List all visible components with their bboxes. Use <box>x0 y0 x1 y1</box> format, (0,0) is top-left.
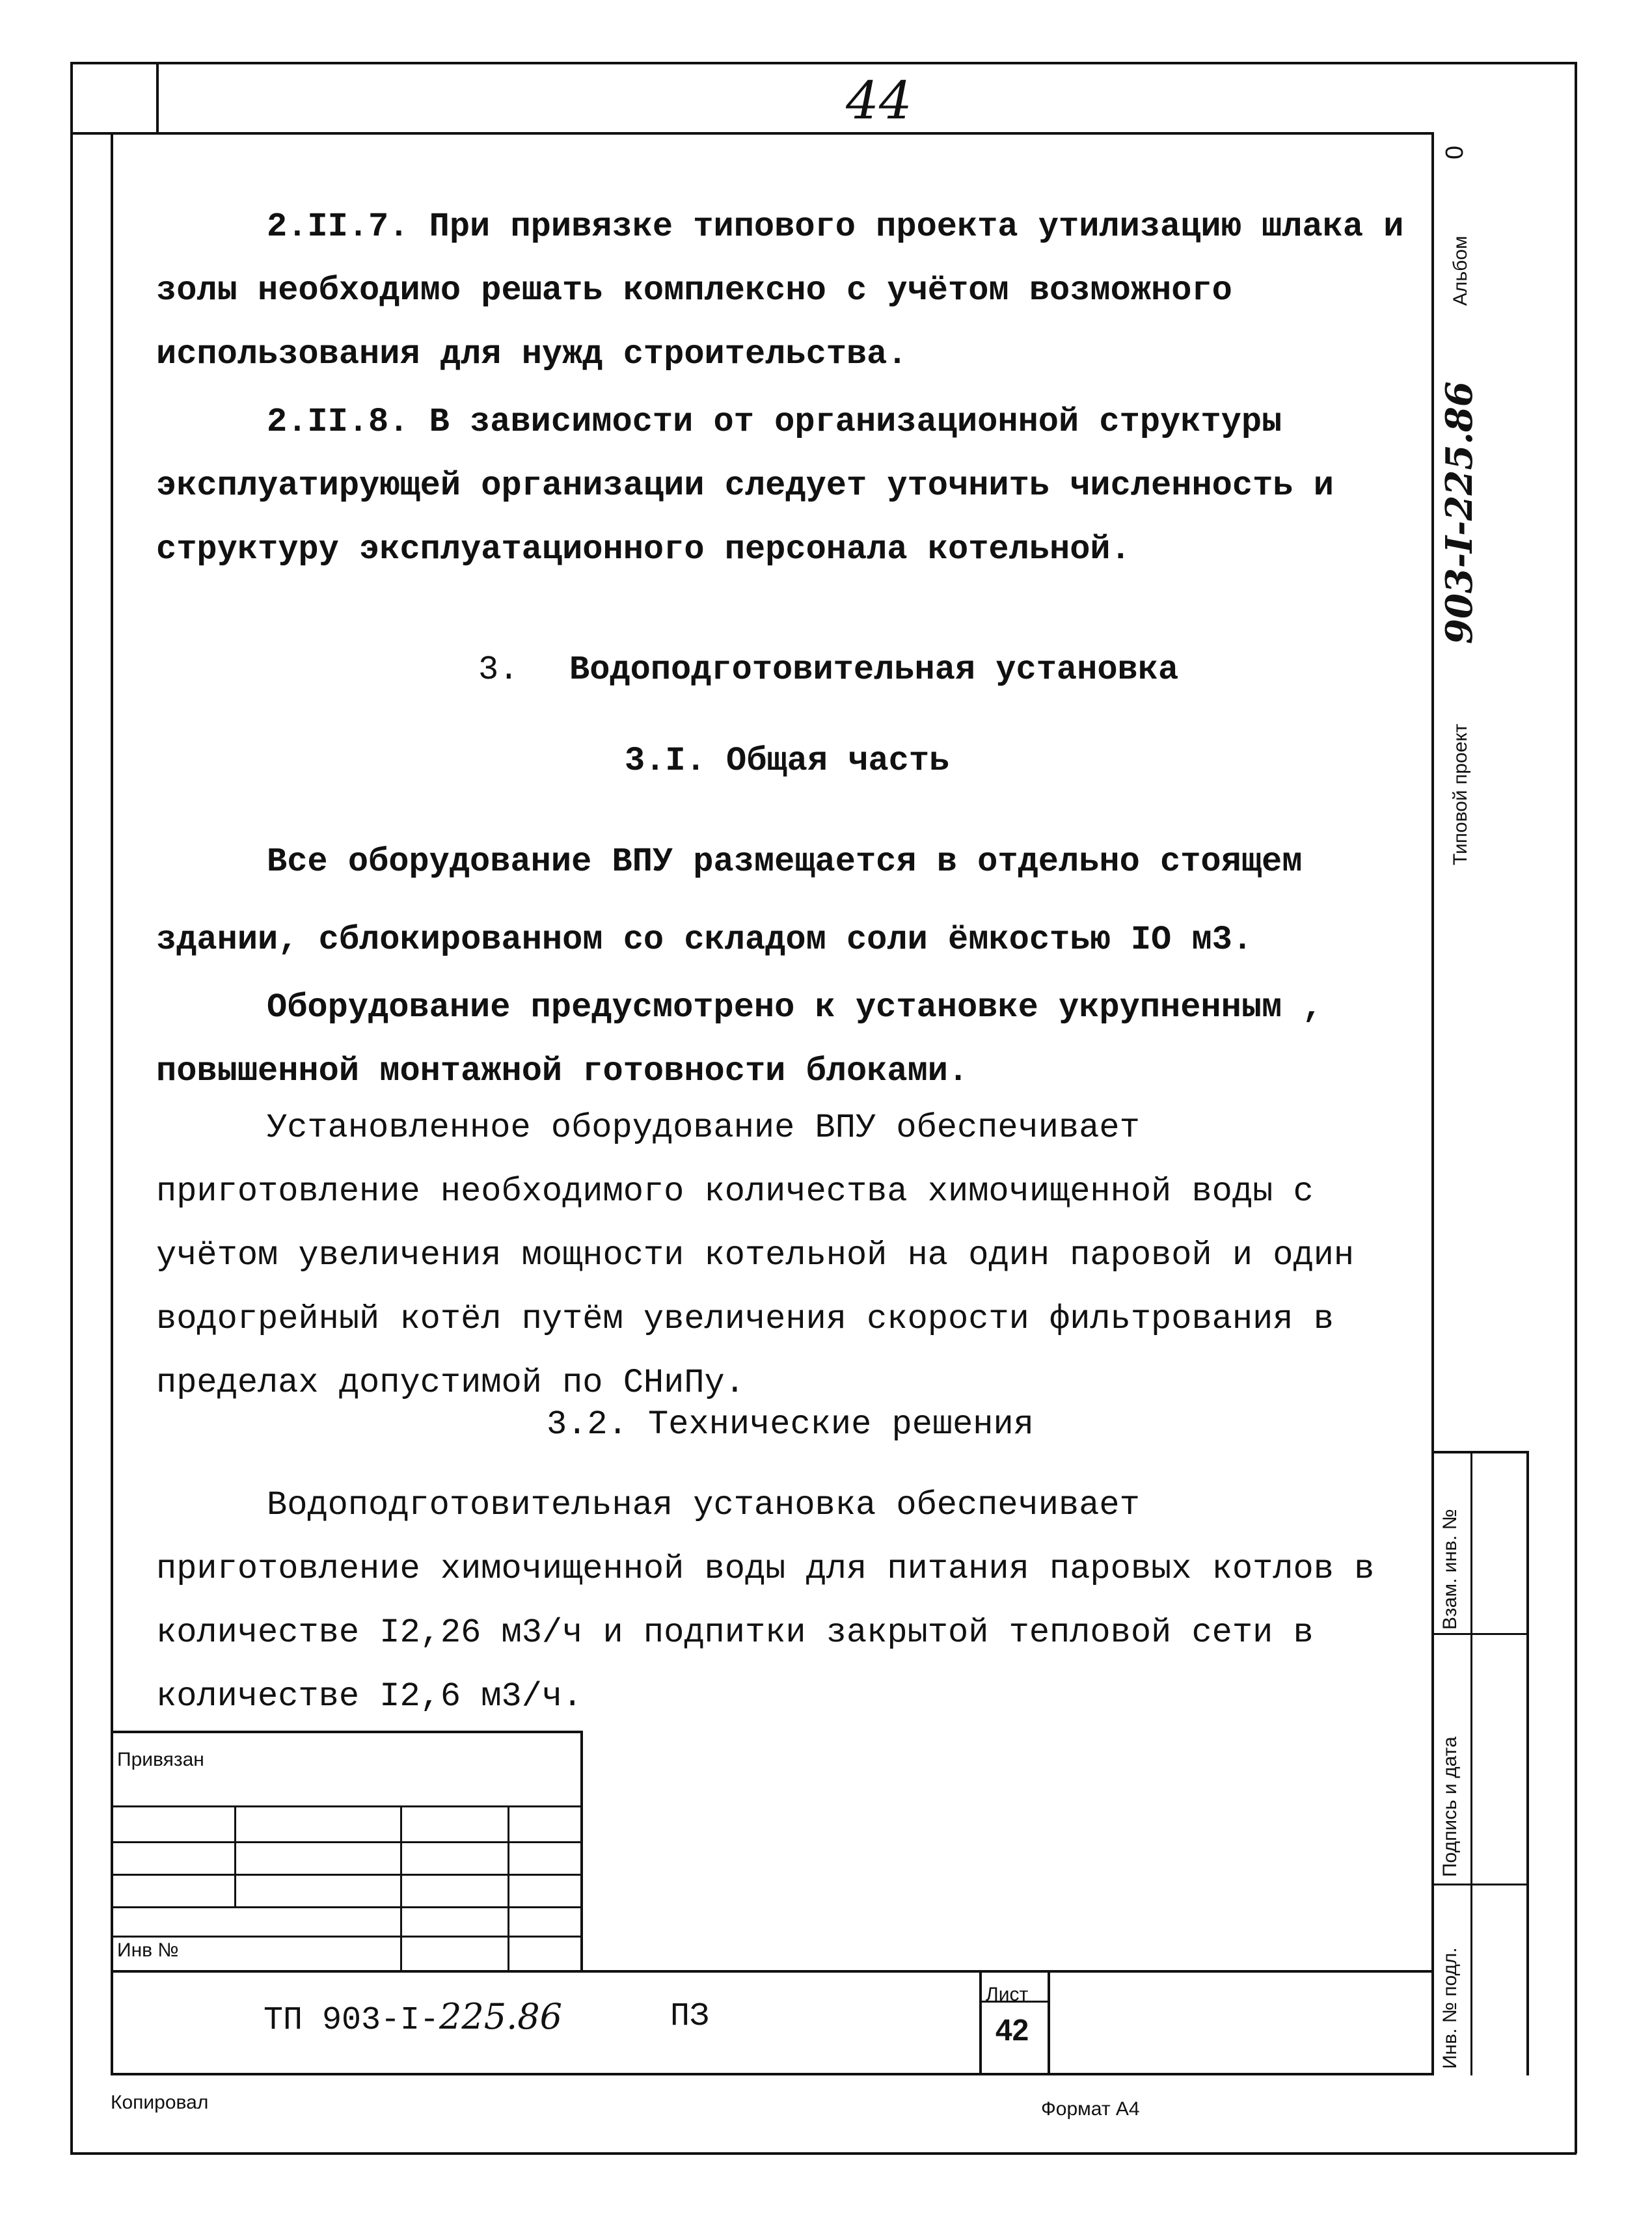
doc-code-handwritten: 225.86 <box>439 1996 562 2037</box>
copied-label: Копировал <box>111 2092 209 2113</box>
paragraph-2-11-8: 2.II.8. В зависимости от организационной структуры эксплуатирующей организации следует уточнить численность и структуру эксплуатационного персонала котельной. <box>156 403 1334 569</box>
section-3-title: Водоподготовительная установка <box>569 651 1179 689</box>
project-label: Типовой проект <box>1450 723 1471 865</box>
doc-code <box>264 1997 562 2040</box>
doc-code-prefix: ТП 903-I- <box>264 2002 440 2039</box>
paragraph-3-1-c: Установленное оборудование ВПУ обеспечивает приготовление необходимого количества химочищенной воды с учётом увеличения мощности котельной на один паровой и один водогрейный котёл путём увеличения скорости фильтрования в пределах допустимой по СНиПу. <box>156 1109 1355 1402</box>
paragraph-3-1-a: Все оборудование ВПУ размещается в отдельно стоящем здании, сблокированном со складом соли ёмкостью IO м3. <box>156 843 1303 959</box>
inv-no-label: Инв № <box>117 1939 179 1961</box>
format-label: Формат А4 <box>1041 2098 1140 2120</box>
inv-original-label: Инв. № подл. <box>1439 1947 1461 2069</box>
sheet-number: 42 <box>995 2013 1029 2047</box>
section-3-2-heading: 3.2. Технические решения <box>547 1405 1034 1444</box>
paragraph-3-1-b: Оборудование предусмотрено к установке укрупненным , повышенной монтажной готовности блоками. <box>156 988 1323 1090</box>
page-number: 44 <box>846 70 912 131</box>
sign-date-label: Подпись и дата <box>1439 1736 1461 1877</box>
paragraph-2-11-7: 2.II.7. При привязке типового проекта утилизацию шлака и золы необходимо решать комплексно с учётом возможного использования для нужд строительства. <box>156 208 1404 373</box>
album-label: Альбом <box>1450 236 1471 306</box>
doc-type: ПЗ <box>670 1998 710 2035</box>
inv-replace-label: Взам. инв. № <box>1439 1509 1461 1630</box>
corner-mark: 0 <box>1441 145 1469 159</box>
privyazan-label: Привязан <box>117 1749 204 1770</box>
section-3-number: 3. <box>478 651 519 689</box>
sheet-label: Лист <box>986 1984 1029 2005</box>
project-number: 903-I-225.86 <box>1438 381 1481 644</box>
paragraph-3-2-a: Водоподготовительная установка обеспечивает приготовление химочищенной воды для питания паровых котлов в количестве I2,26 м3/ч и подпитки закрытой тепловой сети в количестве I2,6 м3/ч. <box>156 1486 1375 1716</box>
section-3-1-heading: 3.I. Общая часть <box>625 742 950 780</box>
